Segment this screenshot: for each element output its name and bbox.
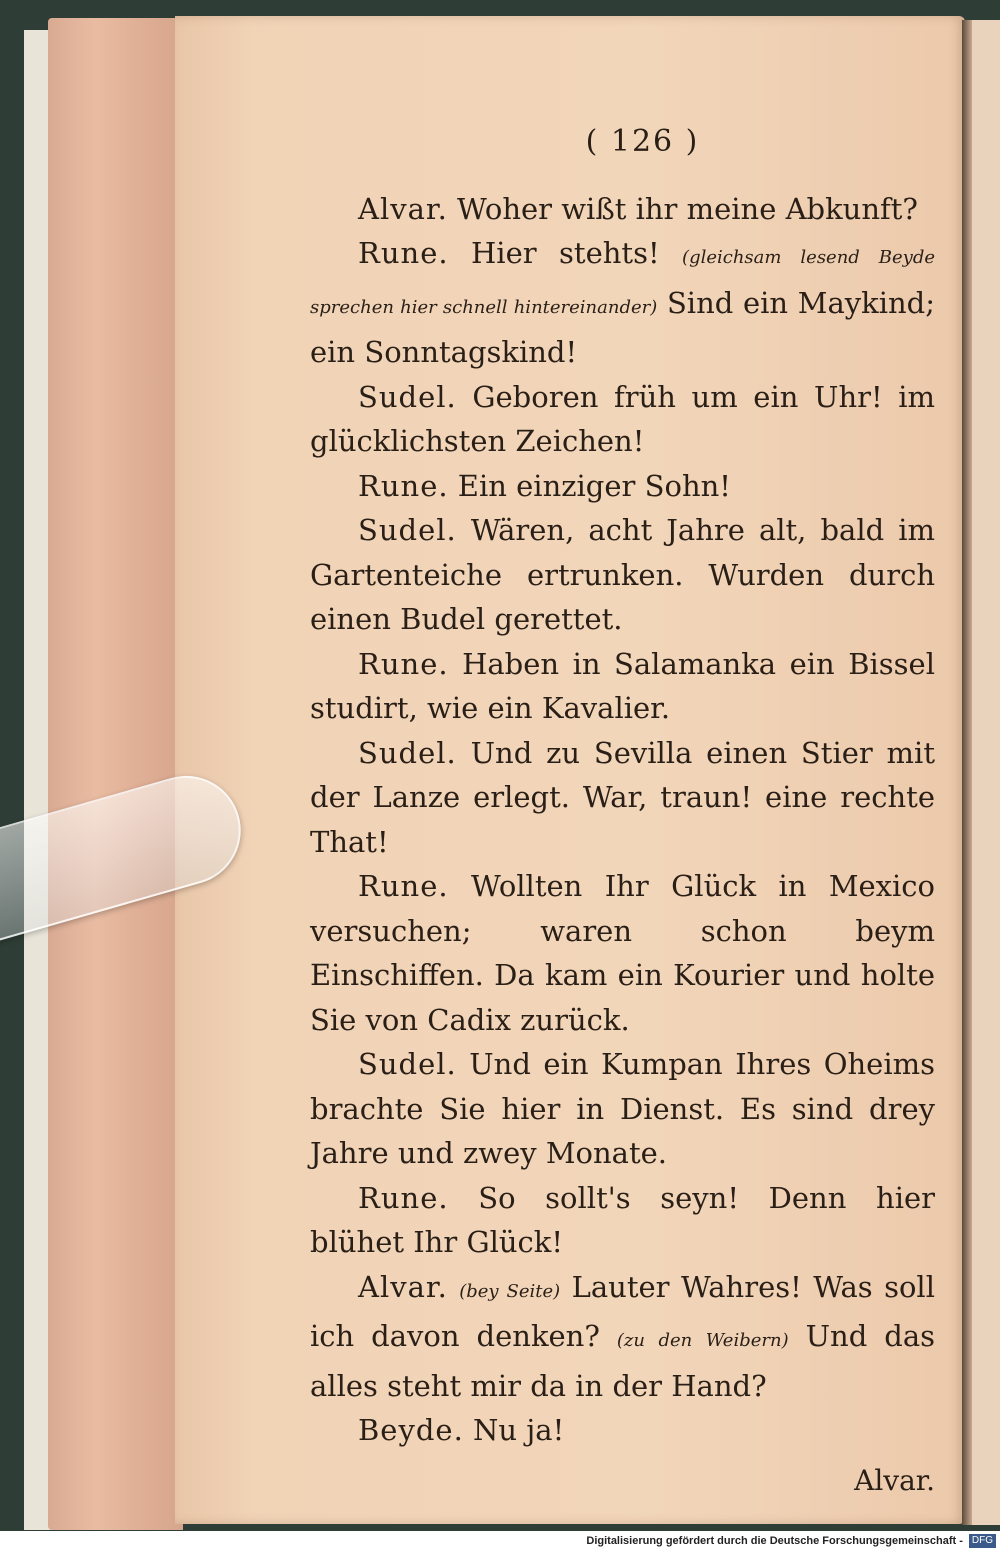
speaker-name: Sudel. bbox=[358, 1047, 457, 1081]
book-gutter bbox=[962, 20, 972, 1525]
dialogue-line bbox=[448, 1270, 459, 1304]
dialogue-paragraph bbox=[310, 731, 935, 865]
speaker-name: Sudel. bbox=[358, 735, 457, 770]
dialogue-line: Sind ein Maykind; ein Sonntagskind! bbox=[310, 285, 935, 369]
dialogue-line: Und ein Kumpan Ihres Oheims brachte Sie hier in Dienst. Es sind drey Jahre und zwey Monate. bbox=[310, 1047, 935, 1170]
dialogue-paragraph bbox=[310, 464, 935, 509]
dialogue-line: Woher wißt ihr meine Abkunft? bbox=[447, 191, 918, 226]
dialogue-line: Und das alles steht mir da in der Hand? bbox=[310, 1319, 935, 1403]
dialogue-line: Nu ja! bbox=[463, 1413, 565, 1447]
dialogue-body bbox=[310, 187, 935, 1453]
dialogue-line: Lauter Wahres! Was soll ich davon denken? bbox=[310, 1269, 935, 1353]
dialogue-line: Wären, acht Jahre alt, bald im Gartenteiche ertrunken. Wurden durch einen Budel gerettet. bbox=[310, 513, 935, 636]
dialogue-line: Geboren früh um ein Uhr! im glücklichsten Zeichen! bbox=[310, 379, 935, 458]
speaker-name: Alvar. bbox=[358, 191, 448, 226]
dialogue-paragraph bbox=[310, 1176, 935, 1265]
speaker-name: Alvar. bbox=[358, 1269, 448, 1304]
stage-direction: (gleichsam lesend Beyde sprechen hier schnell hintereinander) bbox=[310, 247, 935, 318]
page-number: ( 126 ) bbox=[585, 124, 700, 159]
footer-credit: Digitalisierung gefördert durch die Deutsche Forschungsgemeinschaft - bbox=[586, 1535, 963, 1547]
footer-bar bbox=[0, 1531, 1000, 1551]
page-stack-edge bbox=[48, 18, 183, 1530]
dialogue-paragraph bbox=[310, 1042, 935, 1176]
speaker-name: Rune. bbox=[358, 236, 449, 270]
dialogue-paragraph bbox=[310, 231, 935, 375]
dialogue-line: Wollten Ihr Glück in Mexico versuchen; waren schon beym Einschiffen. Da kam ein Kourier und holte Sie von Cadix zurück. bbox=[310, 869, 935, 1037]
dialogue-line: Haben in Salamanka ein Bissel studirt, wie ein Kavalier. bbox=[310, 646, 935, 725]
dialogue-paragraph bbox=[310, 864, 935, 1042]
speaker-name: Beyde. bbox=[358, 1413, 464, 1447]
stage-direction: (zu den Weibern) bbox=[616, 1330, 789, 1351]
speaker-name: Sudel. bbox=[358, 379, 457, 414]
dialogue-line: Ein einziger Sohn! bbox=[448, 468, 731, 503]
catchword: Alvar. bbox=[854, 1463, 935, 1497]
dialogue-paragraph bbox=[310, 375, 935, 464]
speaker-name: Rune. bbox=[358, 869, 449, 903]
page-text bbox=[310, 120, 935, 1503]
stage-direction: (bey Seite) bbox=[459, 1280, 561, 1302]
dialogue-paragraph bbox=[310, 642, 935, 731]
speaker-name: Rune. bbox=[358, 1180, 449, 1215]
facing-page-edge bbox=[962, 20, 1000, 1525]
dialogue-line: Und zu Sevilla einen Stier mit der Lanze erlegt. War, traun! eine rechte That! bbox=[310, 735, 935, 859]
dialogue-paragraph bbox=[310, 1265, 935, 1409]
dialogue-line: Hier stehts! bbox=[448, 236, 683, 270]
speaker-name: Sudel. bbox=[358, 513, 457, 547]
dfg-logo: DFG bbox=[969, 1534, 996, 1548]
speaker-name: Rune. bbox=[358, 646, 449, 681]
speaker-name: Rune. bbox=[358, 468, 449, 503]
dialogue-line: So sollt's seyn! Denn hier blühet Ihr Glück! bbox=[310, 1180, 935, 1259]
dialogue-paragraph bbox=[310, 1408, 935, 1453]
dialogue-paragraph bbox=[310, 508, 935, 642]
dialogue-paragraph bbox=[310, 187, 935, 232]
